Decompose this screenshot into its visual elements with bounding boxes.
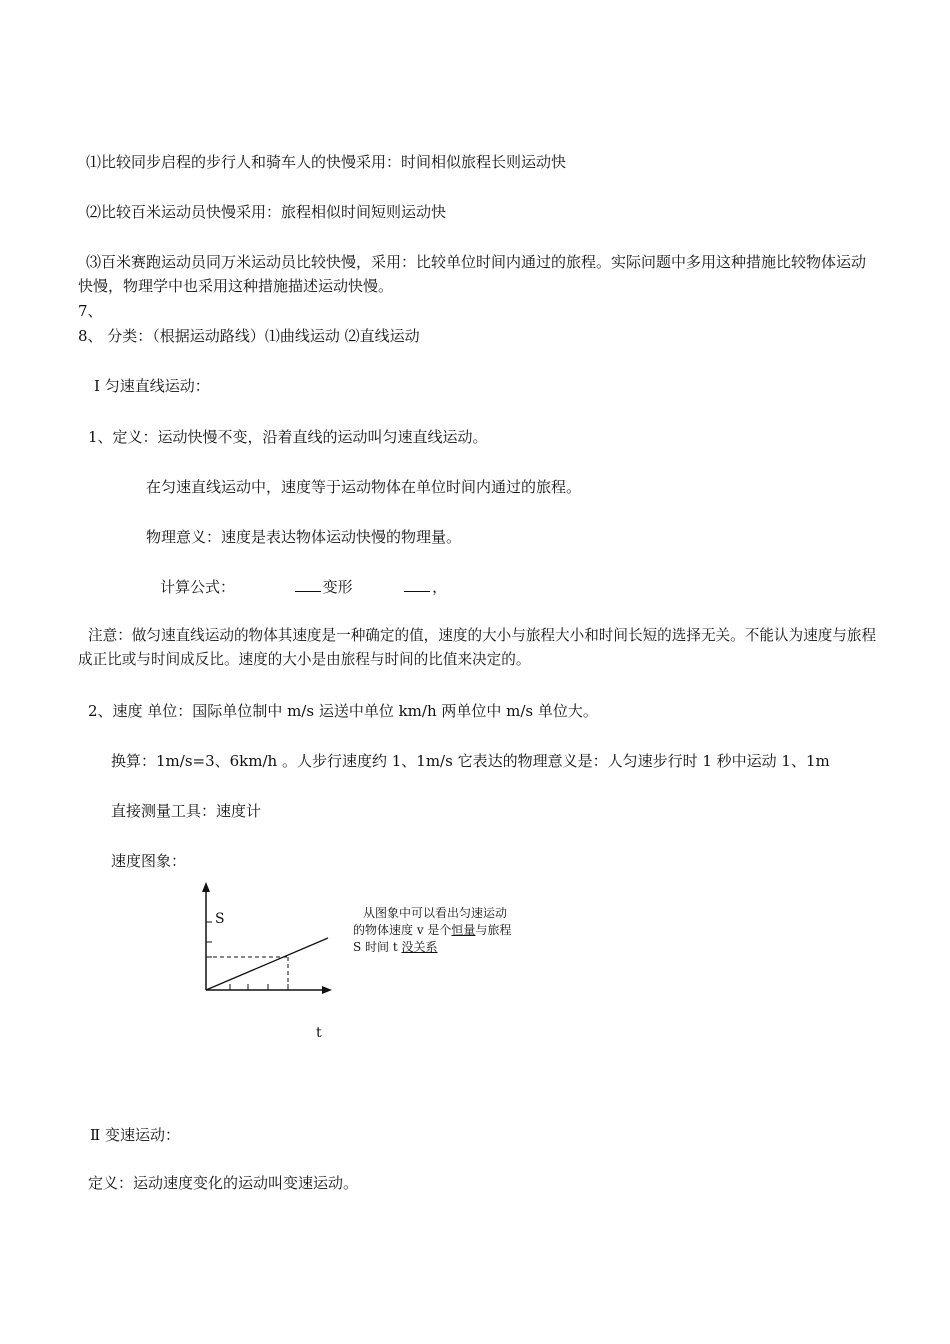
y-axis-arrow <box>202 882 210 892</box>
graph-note-underlined: 恒量 <box>451 923 476 937</box>
graph-note-underlined: 没关系 <box>401 940 438 954</box>
formula-transform-label: 变形 <box>322 578 353 596</box>
speed-graph <box>196 880 346 1040</box>
note-paragraph: 注意：做匀速直线运动的物体其速度是一种确定的值，速度的大小与旅程大小和时间长短的选择无关。不能认为速度与旅程成正比或与时间成反比。速度的大小是由旅程与时间的比值来决定的。 <box>78 627 877 668</box>
text-line: ⑴比较同步启程的步行人和骑车人的快慢采用：时间相似旅程长则运动快 <box>86 153 567 171</box>
formula-line <box>160 577 447 597</box>
graph-note <box>353 905 513 956</box>
graph-note-text: 与旅程 S 时间 t <box>353 923 512 954</box>
text-line: 定义：运动速度变化的运动叫变速运动。 <box>88 1174 359 1192</box>
graph-note-text: 从图象中可以看出匀速运动的物体速度 v 是个 <box>353 906 508 937</box>
text-line: 速度图象： <box>111 852 187 870</box>
x-axis-arrow <box>322 986 332 994</box>
formula-label: 计算公式： <box>160 578 236 596</box>
text-line: 7、 <box>78 302 103 320</box>
formula-comma: ， <box>432 578 448 596</box>
graph-s-label: S <box>215 911 225 927</box>
text-line: 2、速度 单位：国际单位制中 m/s 运送中单位 km/h 两单位中 m/s 单位大。 <box>88 702 598 720</box>
text-line: 8、 分类：（根据运动路线）⑴曲线运动 ⑵直线运动 <box>78 327 420 345</box>
text-line: 换算：1m/s=3、6km/h 。人步行速度约 1、1m/s 它表达的物理意义是：人匀速步行时 1 秒中运动 1、1m <box>111 752 830 770</box>
text-line: 1、定义：运动快慢不变，沿着直线的运动叫匀速直线运动。 <box>88 428 488 446</box>
text-paragraph: ⑶百米赛跑运动员同万米运动员比较快慢，采用：比较单位时间内通过的旅程。实际问题中多用这种措施比较物体运动快慢，物理学中也采用这种措施描述运动快慢。 <box>78 253 867 295</box>
text-line: 物理意义：速度是表达物体运动快慢的物理量。 <box>146 528 462 546</box>
text-line: ⑵比较百米运动员快慢采用：旅程相似时间短则运动快 <box>86 203 447 221</box>
formula-blank <box>404 577 430 592</box>
section-heading: Ⅱ 变速运动： <box>90 1126 180 1144</box>
text-line: 在匀速直线运动中，速度等于运动物体在单位时间内通过的旅程。 <box>146 478 582 496</box>
graph-t-label: t <box>316 1025 322 1041</box>
graph-line <box>206 938 328 990</box>
formula-blank <box>295 577 321 592</box>
text-line: 直接测量工具：速度计 <box>111 802 262 820</box>
section-heading: Ⅰ 匀速直线运动： <box>94 377 210 395</box>
